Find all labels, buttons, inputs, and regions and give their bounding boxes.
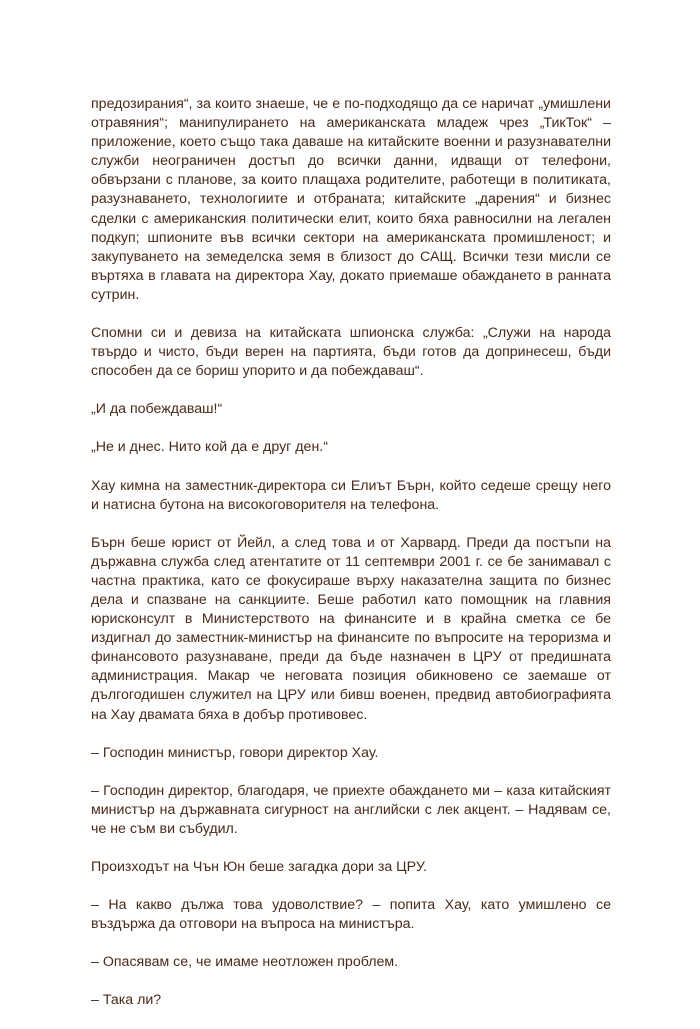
paragraph-6: Бърн беше юрист от Йейл, а след това и от Харвард. Преди да постъпи на държавна служба след атентатите от 11 септември 2001 г. се бе занимавал с частна практика, като се фокусираше върху наказателна защита по бизнес дела и спазване на санкциите. Беше работил като помощник на главния юрисконсулт в Министерството на финансите и в крайна сметка се бе издигнал до заместник-министър на финансите по въпросите на тероризма и финансовото разузнаване, преди да бъде назначен в ЦРУ от предишната администрация. Макар че неговата позиция обикновено се заемаше от дългогодишен служител на ЦРУ или бивш военен, предвид автобиографията на Хау двамата бяха в добър противовес.	[91, 534, 611, 723]
paragraph-11: – Опасявам се, че имаме неотложен проблем.	[91, 954, 399, 971]
paragraph-4: „Не и днес. Нито кой да е друг ден.“	[91, 439, 328, 456]
paragraph-12: – Така ли?	[91, 992, 162, 1009]
paragraph-2: Спомни си и девиза на китайската шпионска служба: „Служи на народа твърдо и чисто, бъди верен на партията, бъди готов да допринесеш, бъди способен да се бориш упорито и да побеждаваш“.	[91, 325, 611, 380]
paragraph-10: – На какво дължа това удоволствие? – попита Хау, като умишлено се въздържа да отговори на въпроса на министъра.	[91, 897, 611, 933]
document-body	[91, 95, 611, 1029]
paragraph-8: – Господин директор, благодаря, че приехте обаждането ми – каза китайският министър на държавната сигурност на английски с лек акцент. – Надявам се, че не съм ви събудил.	[91, 782, 611, 837]
paragraph-7: – Господин министър, говори директор Хау.	[91, 744, 379, 761]
paragraph-9: Произходът на Чън Юн беше загадка дори за ЦРУ.	[91, 859, 427, 875]
paragraph-3: „И да побеждаваш!“	[91, 401, 223, 418]
paragraph-1: предозирания“, за които знаеше, че е по-подходящо да се наричат „умишлени отравяния“; манипулирането на американската младеж чрез „ТикТок“ – приложение, което също така даваше на китайските военни и разузнавателни служби неограничен достъп до всички данни, идващи от телефони, обвързани с планове, за които плащаха родителите, работещи в политиката, разузнаването, технологиите и отбраната; китайските „дарения“ и бизнес сделки с американския политически елит, които бяха равносилни на легален подкуп; шпионите във всички сектори на американската промишленост; и закупуването на земеделска земя в близост до САЩ. Всички тези мисли се въртяха в главата на директора Хау, докато приемаше обаждането в ранната сутрин.	[91, 96, 611, 303]
paragraph-5: Хау кимна на заместник-директора си Елиът Бърн, който седеше срещу него и натисна бутона на високоговорителя на телефона.	[91, 477, 611, 513]
